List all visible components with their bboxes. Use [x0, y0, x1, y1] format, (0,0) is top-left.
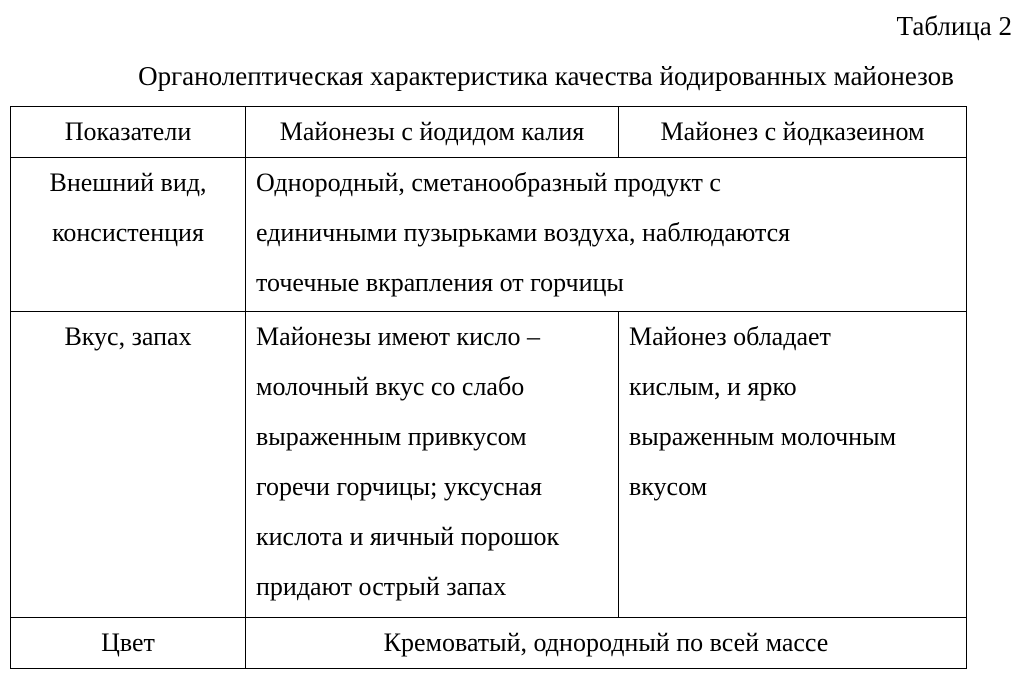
- cell-indicator-taste-smell: Вкус, запах: [11, 312, 246, 618]
- cell-taste-iodcasein: [619, 312, 967, 618]
- taste-pi-line2: молочный вкус со слабо: [256, 372, 525, 401]
- cell-taste-potassium-iodide: [246, 312, 619, 618]
- taste-pi-line4: горечи горчицы; уксусная: [256, 472, 542, 501]
- cell-appearance-description: [246, 158, 967, 312]
- taste-pi-line6: придают острый запах: [256, 572, 507, 601]
- cell-color-description: Кремоватый, однородный по всей массе: [246, 618, 967, 669]
- table-row-taste-smell: [11, 312, 967, 618]
- indicator-appearance-line1: Внешний вид,: [49, 168, 207, 197]
- header-potassium-iodide: Майонезы с йодидом калия: [246, 107, 619, 158]
- taste-ic-line2: кислым, и ярко: [629, 372, 797, 401]
- table-row-color: [11, 618, 967, 669]
- header-iodcasein: Майонез с йодказеином: [619, 107, 967, 158]
- table-header-row: [11, 107, 967, 158]
- taste-ic-line4: вкусом: [629, 472, 708, 501]
- table-row-appearance: [11, 158, 967, 312]
- taste-pi-line3: выраженным привкусом: [256, 422, 527, 451]
- organoleptic-table: [10, 106, 967, 669]
- table-number-label: Таблица 2: [896, 11, 1012, 41]
- taste-ic-line3: выраженным молочным: [629, 422, 897, 451]
- taste-pi-line1: Майонезы имеют кисло –: [256, 322, 540, 351]
- cell-indicator-appearance: [11, 158, 246, 312]
- indicator-appearance-line2: консистенция: [52, 218, 204, 247]
- appearance-line1: Однородный, сметанообразный продукт с: [256, 168, 721, 197]
- appearance-line3: точечные вкрапления от горчицы: [256, 268, 624, 297]
- appearance-line2: единичными пузырьками воздуха, наблюдаются: [256, 218, 791, 247]
- header-indicators: Показатели: [11, 107, 246, 158]
- taste-ic-line1: Майонез обладает: [629, 322, 831, 351]
- cell-indicator-color: Цвет: [11, 618, 246, 669]
- taste-pi-line5: кислота и яичный порошок: [256, 522, 560, 551]
- table-title: Органолептическая характеристика качества йодированных майонезов: [138, 61, 954, 91]
